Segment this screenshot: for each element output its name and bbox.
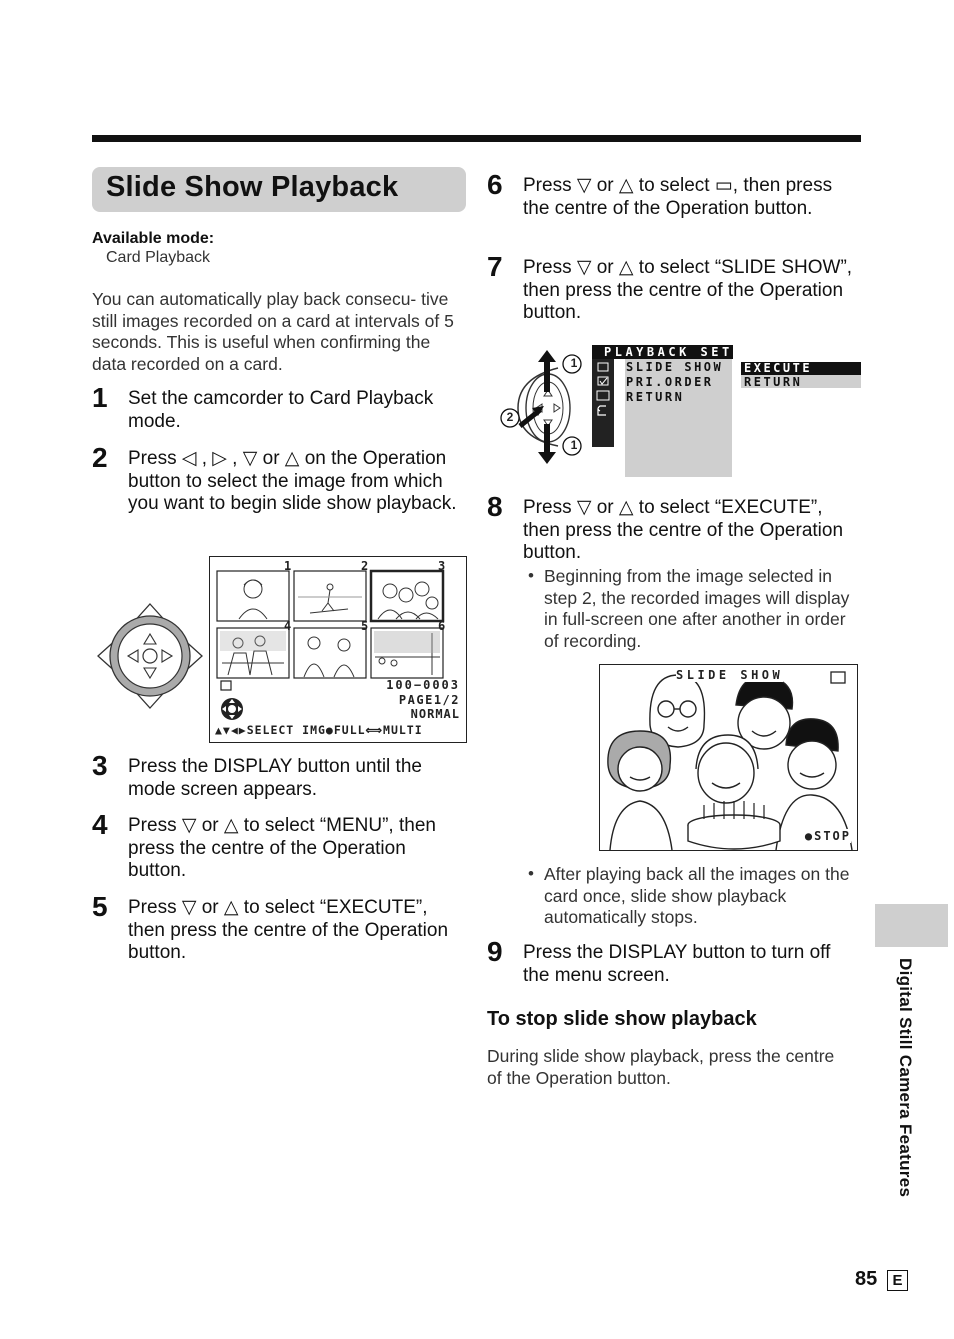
step-text-6: Press ▽ or △ to select ▭, then press the centre of the Operation button.: [523, 175, 833, 219]
callout-2: 2: [506, 410, 514, 424]
stop-heading: To stop slide show playback: [487, 1008, 757, 1030]
step-text-8: Press ▽ or △ to select “EXECUTE”, then press the centre of the Operation button.: [523, 497, 844, 563]
stop-body: During slide show playback, press the centre of the Operation button.: [487, 1046, 835, 1088]
side-label: Digital Still Camera Features: [896, 958, 915, 1198]
step-number-4: 4: [92, 809, 108, 840]
thumbnail-screen: [209, 556, 467, 743]
step-number-1: 1: [92, 382, 108, 413]
menu-screen: [592, 345, 862, 477]
menu-item-pri-order[interactable]: PRI.ORDER: [626, 375, 714, 389]
page-title: Slide Show Playback: [106, 171, 399, 203]
stop-label: ●STOP: [804, 829, 851, 843]
step-text-4: Press ▽ or △ to select “MENU”, then press the centre of the Operation button.: [128, 815, 436, 881]
quality-indicator: NORMAL: [410, 707, 460, 721]
thumb-bottom-bar: ▲▼◀▶SELECT IMG●FULL⟺MULTI: [215, 723, 423, 737]
step-number-6: 6: [487, 169, 503, 200]
slide-show-screen: [599, 664, 858, 851]
file-number: 100−0003: [386, 678, 460, 692]
step-text-9: Press the DISPLAY button to turn off the menu screen.: [523, 942, 831, 986]
bullet-dot-2: •: [528, 864, 534, 883]
slide-show-label: SLIDE SHOW: [676, 668, 784, 682]
step-number-7: 7: [487, 251, 503, 282]
step-number-9: 9: [487, 936, 503, 967]
menu-item-return[interactable]: RETURN: [626, 390, 685, 404]
callout-1-top: 1: [570, 356, 578, 370]
operation-button-figure: [94, 600, 206, 712]
available-mode-value: Card Playback: [106, 249, 211, 266]
thumb-index-4: 4: [284, 619, 292, 633]
callout-1-bottom: 1: [570, 438, 578, 452]
submenu-item-return[interactable]: RETURN: [744, 375, 803, 389]
menu-icon-column: [592, 359, 614, 447]
step-text-7: Press ▽ or △ to select “SLIDE SHOW”, then press the centre of the Operation button.: [523, 257, 853, 323]
intro-paragraph: You can automatically play back consecu- tive still images recorded on a card at intervals of 5 seconds. This is useful when confirming the data recorded on a card.: [92, 289, 454, 374]
step-number-5: 5: [92, 891, 108, 922]
slide-show-illustration: [600, 665, 857, 850]
step-text-3: Press the DISPLAY button until the mode screen appears.: [128, 756, 422, 800]
page-letter: E: [887, 1270, 908, 1291]
menu-tab-icons: [592, 359, 614, 447]
bullet-step8-a: Beginning from the image selected in step 2, the recorded images will display in full-screen one after another in order of recording.: [544, 566, 850, 651]
page-number: 85: [855, 1268, 878, 1290]
step-text-5: Press ▽ or △ to select “EXECUTE”, then press the centre of the Operation button.: [128, 897, 449, 963]
step-number-2: 2: [92, 442, 108, 473]
menu-header: PLAYBACK SET: [604, 345, 733, 359]
available-mode-label: Available mode:: [92, 230, 215, 247]
menu-item-slide-show[interactable]: SLIDE SHOW: [626, 360, 724, 374]
bullet-dot-1: •: [528, 566, 534, 585]
thumb-index-3: 3: [438, 559, 446, 573]
thumb-index-1: 1: [284, 559, 292, 573]
step-text-2: Press ◁ , ▷ , ▽ or △ on the Operation button to select the image from which you want to begin slide show playback.: [128, 448, 457, 514]
side-tab: [875, 904, 948, 947]
page-indicator: PAGE1/2: [398, 693, 460, 707]
thumb-index-2: 2: [361, 559, 369, 573]
step-text-1: Set the camcorder to Card Playback mode.: [128, 388, 434, 432]
submenu-item-execute[interactable]: EXECUTE: [744, 361, 813, 375]
top-rule: [92, 135, 861, 142]
step-number-3: 3: [92, 750, 108, 781]
step-number-8: 8: [487, 491, 503, 522]
thumb-index-5: 5: [361, 619, 369, 633]
thumb-index-6: 6: [438, 619, 446, 633]
bullet-step8-b: After playing back all the images on the card once, slide show playback automatically stops.: [544, 864, 850, 927]
